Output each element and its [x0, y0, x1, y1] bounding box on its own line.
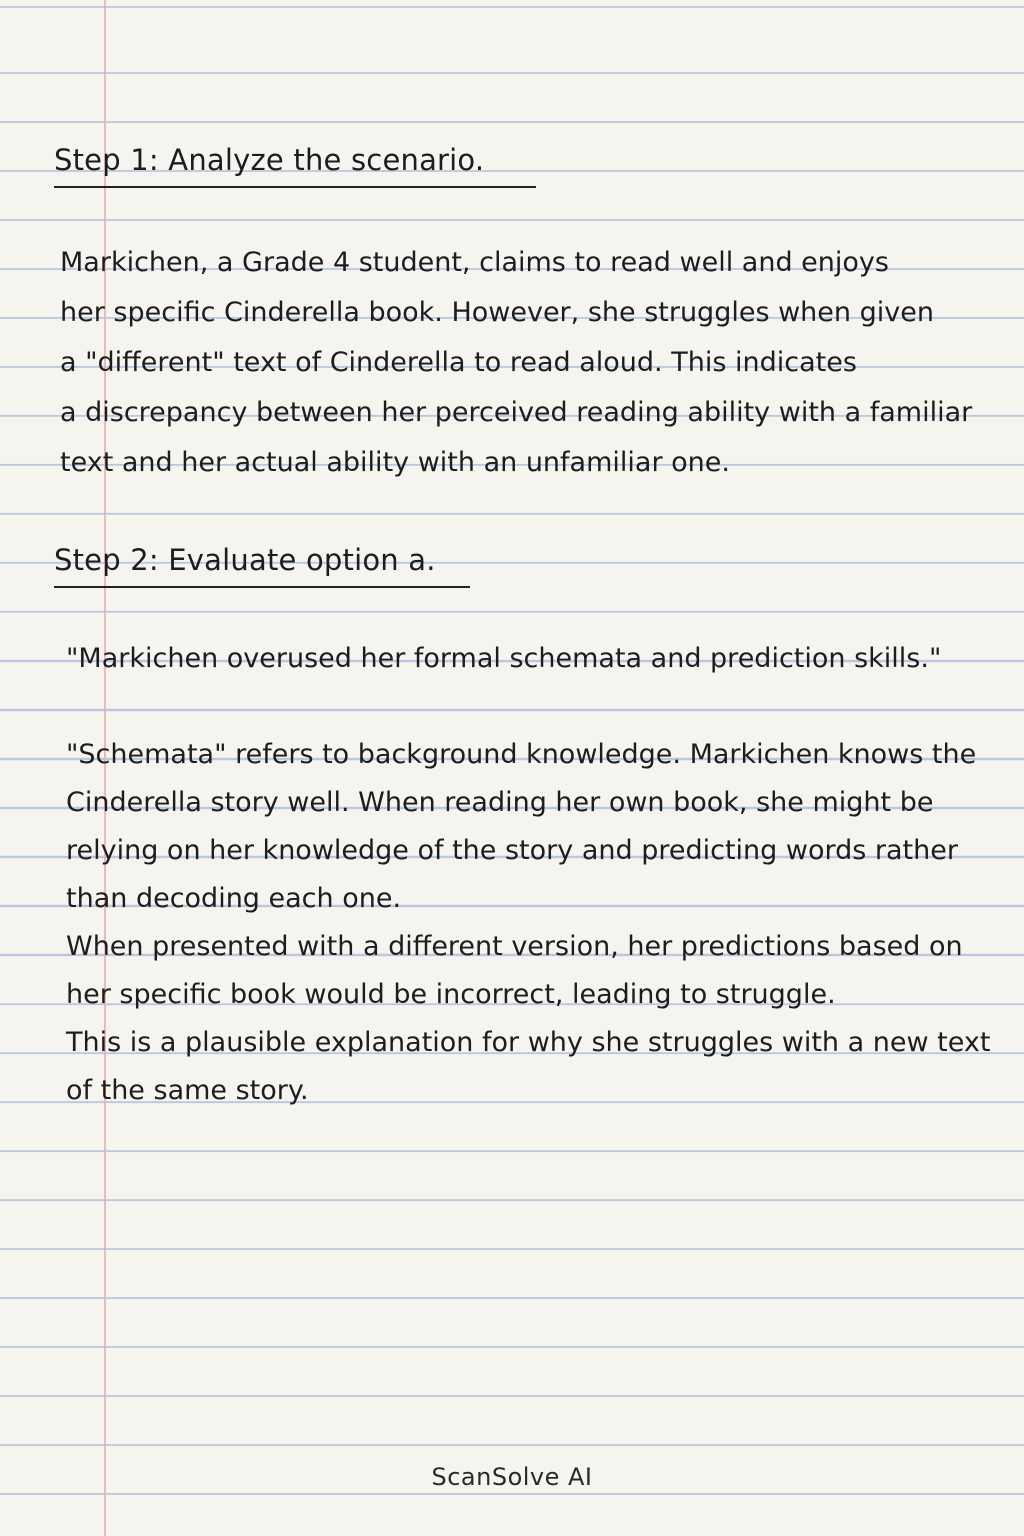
- footer-brand: ScanSolve AI: [431, 1463, 593, 1491]
- paragraph-line: "Schemata" refers to background knowledge. Markichen knows the: [66, 739, 977, 770]
- paragraph-line: of the same story.: [66, 1075, 309, 1106]
- option-a-quote: [66, 634, 941, 684]
- step-1-heading: Step 1: Analyze the scenario.: [54, 140, 536, 188]
- step-2-heading: Step 2: Evaluate option a.: [54, 540, 470, 588]
- paragraph-line: her specific Cinderella book. However, she struggles when given: [60, 297, 934, 328]
- paragraph-line: a "different" text of Cinderella to read aloud. This indicates: [60, 347, 857, 378]
- paragraph-line: a discrepancy between her perceived reading ability with a familiar: [60, 397, 973, 428]
- paragraph-line: Cinderella story well. When reading her own book, she might be: [66, 787, 934, 818]
- paragraph-line: text and her actual ability with an unfamiliar one.: [60, 447, 730, 478]
- paragraph-line: her specific book would be incorrect, leading to struggle.: [66, 979, 836, 1010]
- quote-line: "Markichen overused her formal schemata and prediction skills.": [66, 643, 942, 674]
- paragraph-line: than decoding each one.: [66, 883, 402, 914]
- paragraph-line: relying on her knowledge of the story and predicting words rather: [66, 835, 958, 866]
- step-1-paragraph: [60, 238, 972, 488]
- paragraph-line: When presented with a different version, her predictions based on: [66, 931, 963, 962]
- paragraph-line: This is a plausible explanation for why she struggles with a new text: [66, 1027, 991, 1058]
- paragraph-line: Markichen, a Grade 4 student, claims to read well and enjoys: [60, 247, 889, 278]
- step-2-paragraph: [66, 731, 990, 1115]
